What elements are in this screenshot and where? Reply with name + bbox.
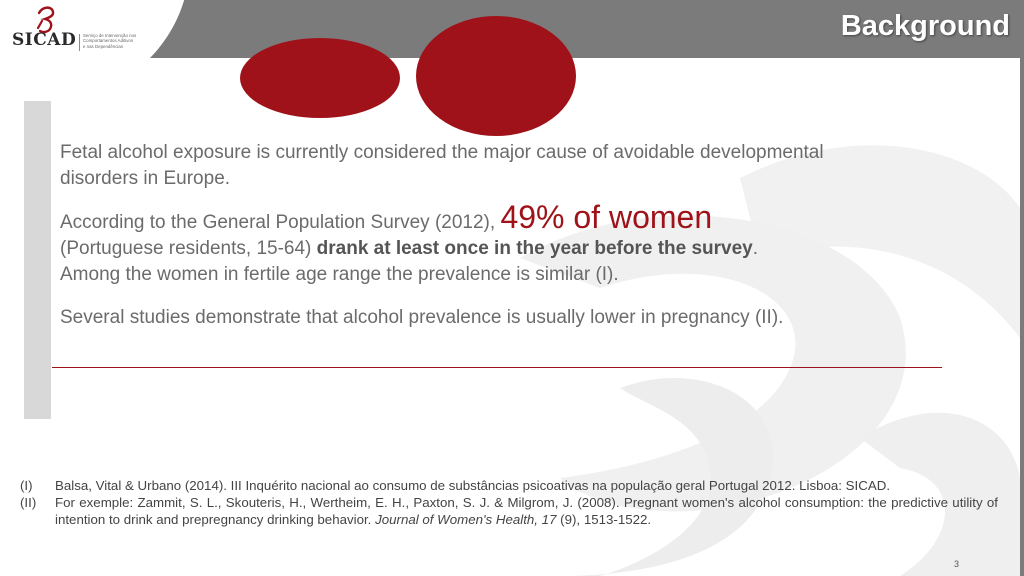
reference-text: [55, 494, 998, 528]
reference-text-lead: For exemple: Zammit, S. L., Skouteris, H., Wertheim, E. H., Paxton, S. J. & Milgrom, J. (2008). Pregnant women's alcohol consumption: the predictive utility of intention to drink and prepregnancy drinking behavior.: [55, 495, 998, 527]
references: [20, 477, 998, 528]
paragraph-survey: [60, 199, 960, 288]
survey-highlight: 49% of women: [500, 199, 713, 235]
accent-side-bar: [24, 101, 51, 419]
content-divider: [52, 367, 942, 368]
survey-mid-text: (Portuguese residents, 15-64): [60, 238, 317, 259]
logo-tagline-line: Comportamentos Aditivos: [83, 38, 134, 44]
page-number: 3: [954, 559, 960, 569]
logo-divider: [79, 34, 80, 51]
reference-item: [20, 477, 998, 494]
logo-text: SICAD: [12, 30, 77, 50]
reference-journal: Journal of Women's Health, 17: [375, 512, 557, 527]
survey-end-text: .: [752, 238, 759, 259]
sicad-logo: [12, 4, 162, 50]
reference-item: [20, 494, 998, 528]
survey-line-3: Among the women in fertile age range the prevalence is similar (I).: [60, 264, 619, 285]
logo-tagline: [83, 33, 143, 49]
right-border: [1020, 58, 1024, 576]
slide-content: [60, 140, 960, 331]
reference-text: Balsa, Vital & Urbano (2014). III Inquérito nacional ao consumo de substâncias psicoativas na população geral Portugal 2012. Lisboa: SICAD.: [55, 478, 891, 493]
paragraph-pregnancy: Several studies demonstrate that alcohol prevalence is usually lower in pregnancy (II).: [60, 307, 784, 328]
slide-title: Background: [840, 10, 1010, 42]
survey-bold-text: drank at least once in the year before the survey: [316, 238, 753, 259]
survey-lead-text: According to the General Population Survey (2012),: [60, 212, 501, 233]
logo-tagline-line: Serviço de Intervenção nos: [83, 33, 137, 38]
reference-number: (I): [20, 478, 33, 493]
reference-number: (II): [20, 495, 37, 510]
reference-text-end: (9), 1513-1522.: [556, 512, 652, 527]
paragraph-fetal-alcohol: Fetal alcohol exposure is currently considered the major cause of avoidable developmental disorders in Europe.: [60, 142, 824, 189]
logo-tagline-line: e nas Dependências: [83, 43, 124, 49]
